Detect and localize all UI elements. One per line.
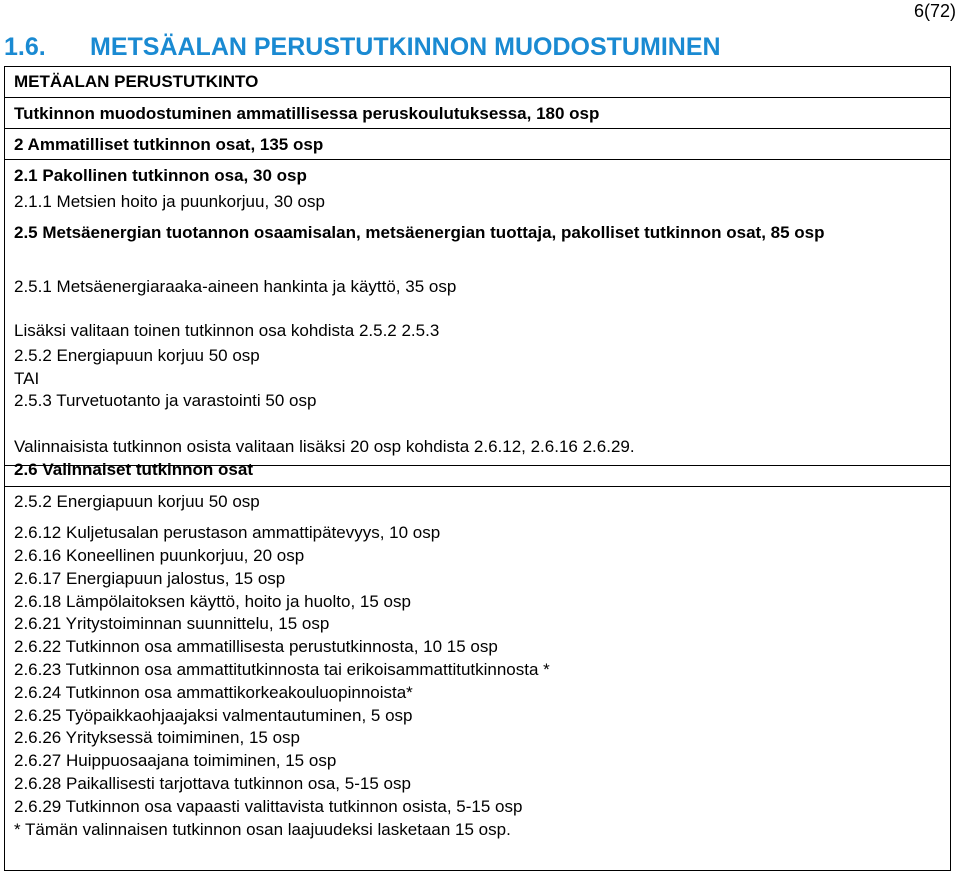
vocational-units-title: 2 Ammatilliset tutkinnon osat, 135 osp	[14, 135, 324, 154]
footnote: * Tämän valinnaisen tutkinnon osan laajuudeksi lasketaan 15 osp.	[14, 820, 511, 839]
qualification-table	[4, 66, 951, 871]
row-divider	[5, 486, 950, 487]
unit-line: 2.6.25 Työpaikkaohjaajaksi valmentautuminen, 5 osp	[14, 706, 413, 725]
unit-line: 2.1.1 Metsien hoito ja puunkorjuu, 30 osp	[14, 192, 325, 211]
mandatory-unit-title: 2.1 Pakollinen tutkinnon osa, 30 osp	[14, 166, 307, 185]
section-number: 1.6.	[4, 33, 46, 61]
row-divider	[5, 97, 950, 98]
unit-line: 2.6.21 Yritystoiminnan suunnittelu, 15 osp	[14, 614, 330, 633]
optional-units-title: 2.6 Valinnaiset tutkinnon osat	[14, 460, 253, 479]
unit-line: 2.6.23 Tutkinnon osa ammattitutkinnosta tai erikoisammattitutkinnosta *	[14, 660, 550, 679]
unit-line: 2.6.12 Kuljetusalan perustason ammattipätevyys, 10 osp	[14, 523, 441, 542]
row-divider	[5, 128, 950, 129]
unit-line: 2.6.24 Tutkinnon osa ammattikorkeakouluopinnoista*	[14, 683, 413, 702]
or-label: TAI	[14, 369, 40, 388]
unit-line: 2.6.29 Tutkinnon osa vapaasti valittavista tutkinnon osista, 5-15 osp	[14, 797, 523, 816]
unit-line: 2.6.16 Koneellinen puunkorjuu, 20 osp	[14, 546, 305, 565]
unit-line: 2.5.3 Turvetuotanto ja varastointi 50 osp	[14, 391, 317, 410]
unit-line: 2.5.2 Energiapuun korjuu 50 osp	[14, 492, 260, 511]
unit-line: 2.5.1 Metsäenergiaraaka-aineen hankinta ja käyttö, 35 osp	[14, 277, 457, 296]
qualification-name: METÄALAN PERUSTUTKINTO	[14, 72, 259, 91]
unit-line: 2.6.28 Paikallisesti tarjottava tutkinnon osa, 5-15 osp	[14, 774, 411, 793]
page-number: 6(72)	[913, 1, 956, 21]
unit-line: 2.6.26 Yrityksessä toimiminen, 15 osp	[14, 728, 300, 747]
unit-line: 2.5.2 Energiapuun korjuu 50 osp	[14, 346, 260, 365]
formation-title: Tutkinnon muodostuminen ammatillisessa peruskoulutuksessa, 180 osp	[14, 104, 600, 123]
selection-note: Lisäksi valitaan toinen tutkinnon osa kohdista 2.5.2 2.5.3	[14, 321, 440, 340]
section-heading	[4, 30, 721, 64]
unit-line: 2.6.18 Lämpölaitoksen käyttö, hoito ja huolto, 15 osp	[14, 592, 411, 611]
row-divider	[5, 159, 950, 160]
unit-line: 2.6.27 Huippuosaajana toimiminen, 15 osp	[14, 751, 337, 770]
competence-area-title: 2.5 Metsäenergian tuotannon osaamisalan, metsäenergian tuottaja, pakolliset tutkinnon osat, 85 osp	[14, 223, 825, 242]
unit-line: 2.6.22 Tutkinnon osa ammatillisesta perustutkinnosta, 10 15 osp	[14, 637, 498, 656]
section-title: METSÄALAN PERUSTUTKINNON MUODOSTUMINEN	[90, 33, 721, 61]
unit-line: 2.6.17 Energiapuun jalostus, 15 osp	[14, 569, 286, 588]
optional-selection-note: Valinnaisista tutkinnon osista valitaan lisäksi 20 osp kohdista 2.6.12, 2.6.16 2.6.29.	[14, 437, 635, 456]
